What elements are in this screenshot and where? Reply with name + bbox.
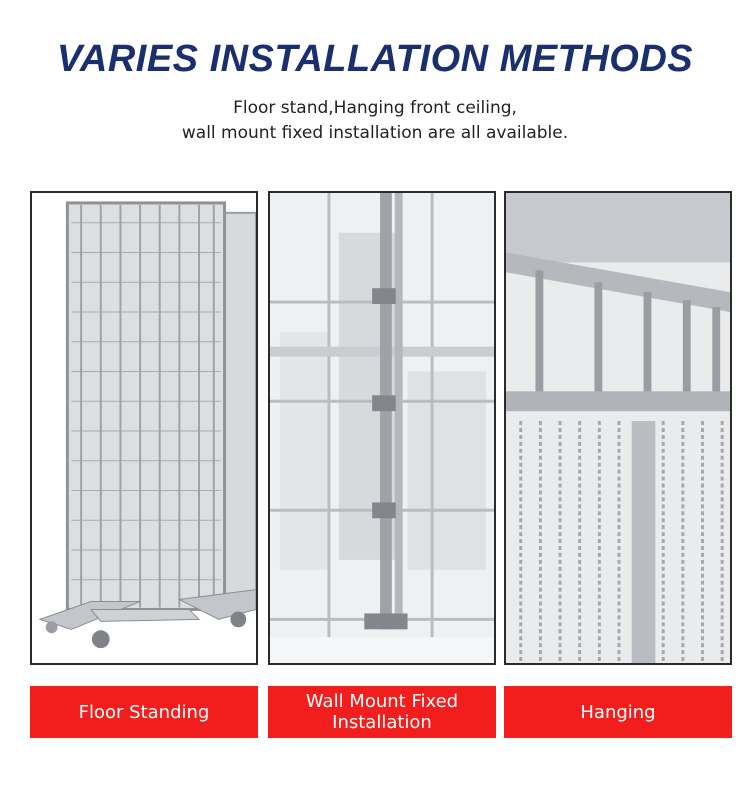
- floor-standing-label: Floor Standing: [30, 686, 258, 738]
- wall-mount-image: [268, 191, 496, 665]
- hanging-image: [504, 191, 732, 665]
- page-title: VARIES INSTALLATION METHODS: [56, 38, 694, 80]
- subtitle-line-1: Floor stand,Hanging front ceiling,: [233, 98, 517, 118]
- page-subtitle: [0, 96, 750, 146]
- subtitle-line-2: wall mount fixed installation are all available.: [181, 123, 569, 143]
- floor-standing-image: [30, 191, 258, 665]
- wall-mount-label: Wall Mount Fixed Installation: [268, 686, 496, 738]
- hanging-label: Hanging: [504, 686, 732, 738]
